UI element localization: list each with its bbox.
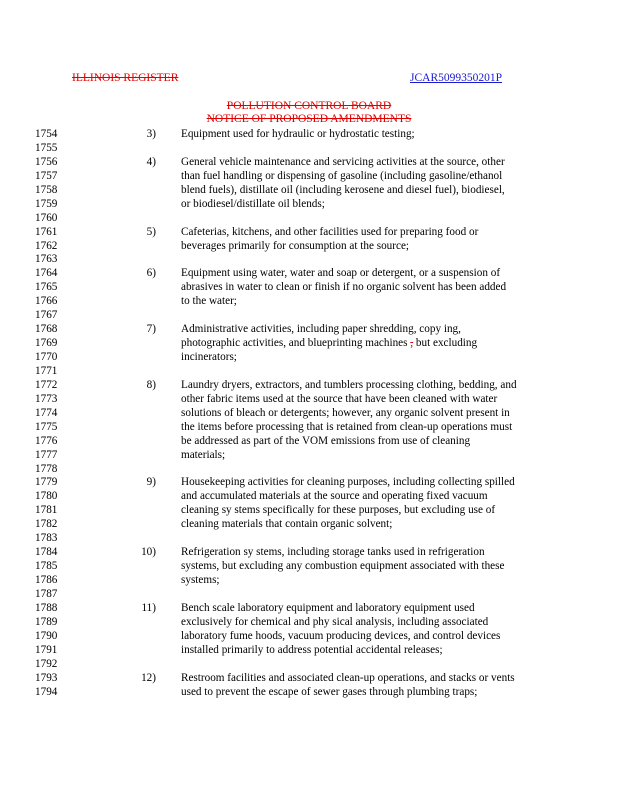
document-line xyxy=(0,281,618,295)
text-segment: systems; xyxy=(181,574,220,586)
item-number: 9) xyxy=(146,476,156,489)
text-segment: abrasives in water to clean or finish if no organic solvent has been added xyxy=(181,281,507,294)
line-number: 1774 xyxy=(35,406,58,419)
line-number: 1786 xyxy=(35,574,58,586)
line-text xyxy=(181,435,470,449)
text-segment: Equipment using water, water and soap or detergent, or a suspension of xyxy=(181,267,501,280)
document-line xyxy=(0,407,618,421)
item-number: 3) xyxy=(146,128,156,140)
item-number: 5) xyxy=(146,225,156,238)
line-text xyxy=(181,295,237,309)
text-segment: exclusively for chemical and phy sical analysis, including associated xyxy=(181,615,489,628)
line-text xyxy=(181,504,495,518)
text-segment: but excluding xyxy=(413,337,478,350)
document-line xyxy=(0,588,618,602)
line-number: 1767 xyxy=(35,309,58,322)
text-segment: blend fuels), distillate oil (including kerosene and diesel fuel), biodiesel, xyxy=(181,183,505,196)
line-text xyxy=(181,644,443,658)
document-line xyxy=(0,532,618,546)
register-header: ILLINOIS REGISTER xyxy=(72,72,179,84)
text-segment: Administrative activities, including paper shredding, copy ing, xyxy=(181,323,461,336)
document-line xyxy=(0,170,618,184)
document-line xyxy=(0,184,618,198)
item-number: 12) xyxy=(141,671,156,684)
line-number: 1770 xyxy=(35,351,58,363)
text-segment: photographic activities, and blueprinting machines xyxy=(181,337,411,350)
line-number: 1782 xyxy=(35,518,58,531)
text-segment: laboratory fume hoods, vacuum producing devices, and control devices xyxy=(181,629,501,642)
line-number: 1785 xyxy=(35,560,58,573)
document-line xyxy=(0,476,618,490)
text-segment: solutions of bleach or detergents; however, any organic solvent present in xyxy=(181,406,510,419)
line-text xyxy=(181,560,504,574)
line-number: 1769 xyxy=(35,337,58,350)
document-line xyxy=(0,602,618,616)
line-text xyxy=(181,686,477,700)
line-number: 1793 xyxy=(35,671,58,684)
document-code-link[interactable]: JCAR5099350201P xyxy=(410,72,503,84)
line-number: 1765 xyxy=(35,281,58,294)
line-number: 1781 xyxy=(35,504,58,517)
text-segment: Cafeterias, kitchens, and other facilities used for preparing food or xyxy=(181,225,479,238)
text-segment: Bench scale laboratory equipment and laboratory equipment used xyxy=(181,601,475,614)
document-line xyxy=(0,240,618,254)
text-segment: systems, but excluding any combustion equipment associated with these xyxy=(181,560,505,573)
line-number: 1761 xyxy=(35,225,58,238)
document-line xyxy=(0,156,618,170)
document-line xyxy=(0,142,618,156)
text-segment: Refrigeration sy stems, including storage tanks used in refrigeration xyxy=(181,546,485,559)
line-number: 1780 xyxy=(35,490,58,503)
document-line xyxy=(0,337,618,351)
text-segment: cleaning sy stems specifically for these purposes, but excluding use of xyxy=(181,504,496,517)
line-number: 1773 xyxy=(35,392,58,405)
document-line xyxy=(0,295,618,309)
line-number: 1787 xyxy=(35,587,58,600)
document-line xyxy=(0,365,618,379)
document-line xyxy=(0,226,618,240)
line-number: 1788 xyxy=(35,601,58,614)
text-segment: or biodiesel/distillate oil blends; xyxy=(181,197,325,210)
line-number: 1791 xyxy=(35,643,58,656)
document-line xyxy=(0,212,618,226)
board-title: POLLUTION CONTROL BOARD xyxy=(226,100,392,112)
line-text xyxy=(181,574,220,588)
line-text xyxy=(181,407,510,421)
text-segment: General vehicle maintenance and servicing activities at the source, other xyxy=(181,155,505,168)
line-number: 1772 xyxy=(35,378,58,391)
text-segment: Laundry dryers, extractors, and tumblers processing clothing, bedding, and xyxy=(181,378,517,391)
document-line xyxy=(0,686,618,700)
line-number: 1754 xyxy=(35,128,58,140)
document-line xyxy=(0,128,618,142)
line-number: 1757 xyxy=(35,169,58,182)
line-text xyxy=(181,226,478,240)
document-line xyxy=(0,449,618,463)
text-segment: beverages primarily for consumption at the source; xyxy=(181,239,410,252)
text-segment: be addressed as part of the VOM emissions from use of cleaning xyxy=(181,434,471,447)
line-text xyxy=(181,602,475,616)
line-number: 1779 xyxy=(35,476,58,489)
document-line xyxy=(0,518,618,532)
line-text xyxy=(181,267,500,281)
line-text xyxy=(181,170,502,184)
text-segment: to the water; xyxy=(181,295,237,308)
item-number: 7) xyxy=(146,323,156,336)
struck-text: , xyxy=(410,337,414,350)
document-line xyxy=(0,379,618,393)
document-line xyxy=(0,644,618,658)
line-number: 1755 xyxy=(35,141,58,154)
document-line xyxy=(0,421,618,435)
line-text xyxy=(181,630,500,644)
text-segment: other fabric items used at the source that have been cleaned with water xyxy=(181,392,498,405)
line-text xyxy=(181,337,477,351)
line-number: 1777 xyxy=(35,448,58,461)
document-line xyxy=(0,435,618,449)
line-number: 1789 xyxy=(35,615,58,628)
line-number: 1758 xyxy=(35,183,58,196)
line-text xyxy=(181,281,506,295)
line-number: 1784 xyxy=(35,546,58,559)
line-text xyxy=(181,546,485,560)
line-text xyxy=(181,672,515,686)
line-number: 1764 xyxy=(35,267,58,280)
document-line xyxy=(0,630,618,644)
text-segment: cleaning materials that contain organic solvent; xyxy=(181,518,393,531)
line-text xyxy=(181,351,237,365)
item-number: 10) xyxy=(141,546,156,559)
text-segment: Restroom facilities and associated clean-up operations, and stacks or vents xyxy=(181,671,515,684)
item-number: 6) xyxy=(146,267,156,280)
line-number: 1760 xyxy=(35,211,58,224)
line-number: 1766 xyxy=(35,295,58,308)
document-line xyxy=(0,546,618,560)
item-number: 11) xyxy=(141,601,156,614)
line-number: 1790 xyxy=(35,629,58,642)
document-line xyxy=(0,198,618,212)
text-segment: installed primarily to address potential accidental releases; xyxy=(181,643,443,656)
document-line xyxy=(0,616,618,630)
document-line xyxy=(0,323,618,337)
item-number: 4) xyxy=(146,155,156,168)
line-text xyxy=(181,490,488,504)
line-number: 1775 xyxy=(35,420,58,433)
line-text xyxy=(181,379,517,393)
line-number: 1778 xyxy=(35,462,58,475)
text-segment: incinerators; xyxy=(181,351,237,363)
document-line xyxy=(0,658,618,672)
line-number: 1776 xyxy=(35,434,58,447)
text-segment: than fuel handling or dispensing of gasoline (including gasoline/ethanol xyxy=(181,169,503,182)
document-line xyxy=(0,574,618,588)
document-line xyxy=(0,309,618,323)
document-line xyxy=(0,490,618,504)
line-text xyxy=(181,421,512,435)
line-text xyxy=(181,616,488,630)
line-number: 1763 xyxy=(35,253,58,266)
text-segment: materials; xyxy=(181,448,226,461)
line-text xyxy=(181,518,392,532)
line-number: 1794 xyxy=(35,685,58,698)
document-line xyxy=(0,504,618,518)
document-line xyxy=(0,560,618,574)
line-number: 1762 xyxy=(35,239,58,252)
item-number: 8) xyxy=(146,378,156,391)
document-line xyxy=(0,463,618,477)
document-body xyxy=(0,128,618,699)
line-text xyxy=(181,184,505,198)
notice-title: NOTICE OF PROPOSED AMENDMENTS xyxy=(206,113,412,125)
line-text xyxy=(181,156,505,170)
line-text xyxy=(181,240,409,254)
line-text xyxy=(181,128,415,142)
line-number: 1756 xyxy=(35,155,58,168)
text-segment: Housekeeping activities for cleaning purposes, including collecting spilled xyxy=(181,476,515,489)
line-text xyxy=(181,393,497,407)
line-text xyxy=(181,476,515,490)
document-line xyxy=(0,267,618,281)
line-number: 1783 xyxy=(35,532,58,545)
line-text xyxy=(181,323,461,337)
line-text xyxy=(181,449,225,463)
line-number: 1792 xyxy=(35,657,58,670)
document-line xyxy=(0,351,618,365)
text-segment: used to prevent the escape of sewer gases through plumbing traps; xyxy=(181,685,478,698)
text-segment: Equipment used for hydraulic or hydrostatic testing; xyxy=(181,128,415,140)
document-line xyxy=(0,393,618,407)
document-line xyxy=(0,253,618,267)
line-text xyxy=(181,198,325,212)
line-number: 1759 xyxy=(35,197,58,210)
line-number: 1771 xyxy=(35,364,58,377)
text-segment: the items before processing that is retained from clean-up operations must xyxy=(181,420,513,433)
text-segment: and accumulated materials at the source and operating fixed vacuum xyxy=(181,490,488,503)
line-number: 1768 xyxy=(35,323,58,336)
document-line xyxy=(0,672,618,686)
